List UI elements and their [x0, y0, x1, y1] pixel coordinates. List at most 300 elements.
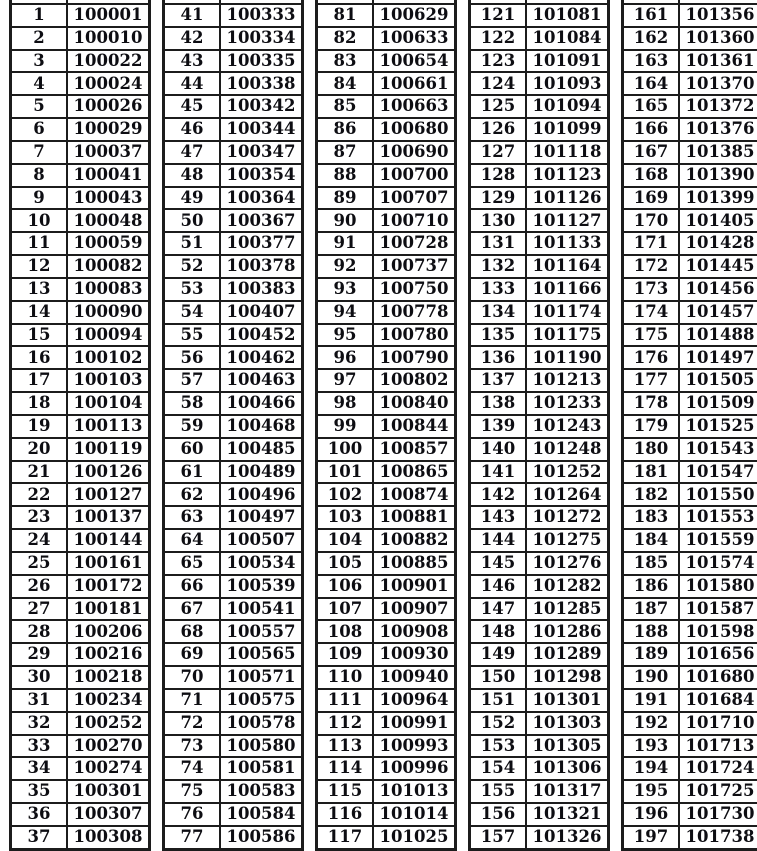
- serial-cell: 173: [623, 278, 679, 301]
- roll-cell: 101405: [679, 209, 757, 232]
- roll-cell: 100497: [220, 506, 302, 529]
- serial-cell: 184: [623, 529, 679, 552]
- roll-cell: 100206: [67, 620, 149, 643]
- roll-cell: 100844: [373, 415, 455, 438]
- roll-cell: 100059: [67, 232, 149, 255]
- roll-cell: 101286: [526, 620, 608, 643]
- roll-cell: 100301: [67, 780, 149, 803]
- serial-cell: 154: [470, 757, 526, 780]
- roll-cell: 100113: [67, 415, 149, 438]
- serial-cell: 122: [470, 27, 526, 50]
- serial-cell: 114: [317, 757, 373, 780]
- serial-cell: 45: [164, 95, 220, 118]
- roll-cell: 100334: [220, 27, 302, 50]
- roll-cell: 100993: [373, 735, 455, 758]
- serial-cell: 67: [164, 598, 220, 621]
- serial-cell: 49: [164, 187, 220, 210]
- serial-cell: 175: [623, 324, 679, 347]
- roll-cell: 101356: [679, 4, 757, 27]
- roll-cell: 100126: [67, 461, 149, 484]
- serial-cell: 6: [11, 118, 67, 141]
- roll-cell: 101175: [526, 324, 608, 347]
- roll-cell: 100571: [220, 666, 302, 689]
- serial-cell: 130: [470, 209, 526, 232]
- roll-cell: 100216: [67, 643, 149, 666]
- roll-cell: 100496: [220, 483, 302, 506]
- roll-cell: 101213: [526, 369, 608, 392]
- serial-cell: 19: [11, 415, 67, 438]
- serial-cell: 16: [11, 346, 67, 369]
- serial-cell: 102: [317, 483, 373, 506]
- serial-cell: 97: [317, 369, 373, 392]
- roll-cell: 100584: [220, 803, 302, 826]
- serial-cell: 61: [164, 461, 220, 484]
- serial-cell: 50: [164, 209, 220, 232]
- serial-cell: 139: [470, 415, 526, 438]
- serial-cell: 14: [11, 301, 67, 324]
- serial-cell: 126: [470, 118, 526, 141]
- roll-cell: 100991: [373, 712, 455, 735]
- serial-cell: 65: [164, 552, 220, 575]
- roll-cell: 101094: [526, 95, 608, 118]
- serial-cell: 100: [317, 438, 373, 461]
- roll-cell: 101559: [679, 529, 757, 552]
- serial-cell: 145: [470, 552, 526, 575]
- serial-cell: 135: [470, 324, 526, 347]
- roll-cell: 101306: [526, 757, 608, 780]
- serial-cell: 177: [623, 369, 679, 392]
- roll-cell: 100728: [373, 232, 455, 255]
- roll-cell: 101276: [526, 552, 608, 575]
- serial-cell: 22: [11, 483, 67, 506]
- serial-cell: 149: [470, 643, 526, 666]
- serial-cell: 148: [470, 620, 526, 643]
- serial-cell: 146: [470, 575, 526, 598]
- roll-cell: 100354: [220, 164, 302, 187]
- serial-cell: 46: [164, 118, 220, 141]
- roll-cell: 101248: [526, 438, 608, 461]
- serial-cell: 137: [470, 369, 526, 392]
- serial-cell: 109: [317, 643, 373, 666]
- roll-cell: 100908: [373, 620, 455, 643]
- serial-cell: 116: [317, 803, 373, 826]
- roll-cell: 100507: [220, 529, 302, 552]
- serial-cell: 156: [470, 803, 526, 826]
- roll-cell: 100024: [67, 72, 149, 95]
- serial-cell: 23: [11, 506, 67, 529]
- roll-cell: 100865: [373, 461, 455, 484]
- serial-cell: 66: [164, 575, 220, 598]
- roll-cell: 100629: [373, 4, 455, 27]
- serial-cell: 106: [317, 575, 373, 598]
- roll-cell: 101275: [526, 529, 608, 552]
- serial-cell: 10: [11, 209, 67, 232]
- roll-cell: 101488: [679, 324, 757, 347]
- serial-cell: 134: [470, 301, 526, 324]
- roll-cell: 101370: [679, 72, 757, 95]
- serial-cell: 104: [317, 529, 373, 552]
- roll-cell: 101390: [679, 164, 757, 187]
- serial-cell: 101: [317, 461, 373, 484]
- roll-cell: 100274: [67, 757, 149, 780]
- serial-cell: 89: [317, 187, 373, 210]
- roll-cell: 100541: [220, 598, 302, 621]
- roll-cell: 100778: [373, 301, 455, 324]
- roll-cell: 100037: [67, 141, 149, 164]
- roll-cell: 100882: [373, 529, 455, 552]
- roll-cell: 101680: [679, 666, 757, 689]
- roll-cell: 100539: [220, 575, 302, 598]
- roll-cell: 101126: [526, 187, 608, 210]
- serial-cell: 85: [317, 95, 373, 118]
- roll-cell: 100010: [67, 27, 149, 50]
- roll-cell: 101574: [679, 552, 757, 575]
- serial-cell: 181: [623, 461, 679, 484]
- roll-cell: 100840: [373, 392, 455, 415]
- roll-cell: 100378: [220, 255, 302, 278]
- roll-cell: 100964: [373, 689, 455, 712]
- roll-cell: 101543: [679, 438, 757, 461]
- roll-cell: 100874: [373, 483, 455, 506]
- roll-cell: 100218: [67, 666, 149, 689]
- serial-cell: 183: [623, 506, 679, 529]
- serial-cell: 143: [470, 506, 526, 529]
- roll-cell: 101361: [679, 50, 757, 73]
- roll-cell: 101084: [526, 27, 608, 50]
- serial-cell: 35: [11, 780, 67, 803]
- serial-cell: 58: [164, 392, 220, 415]
- roll-cell: 101298: [526, 666, 608, 689]
- roll-cell: 100780: [373, 324, 455, 347]
- serial-cell: 62: [164, 483, 220, 506]
- serial-cell: 196: [623, 803, 679, 826]
- roll-cell: 100172: [67, 575, 149, 598]
- roll-cell: 100466: [220, 392, 302, 415]
- roll-cell: 101730: [679, 803, 757, 826]
- roll-cell: 100737: [373, 255, 455, 278]
- roll-cell: 100690: [373, 141, 455, 164]
- roll-cell: 100901: [373, 575, 455, 598]
- serial-cell: 166: [623, 118, 679, 141]
- serial-cell: 110: [317, 666, 373, 689]
- roll-cell: 100161: [67, 552, 149, 575]
- roll-cell: 100137: [67, 506, 149, 529]
- serial-cell: 96: [317, 346, 373, 369]
- roll-cell: 101289: [526, 643, 608, 666]
- roll-cell: 100885: [373, 552, 455, 575]
- serial-cell: 75: [164, 780, 220, 803]
- roll-cell: 100407: [220, 301, 302, 324]
- serial-cell: 186: [623, 575, 679, 598]
- serial-cell: 54: [164, 301, 220, 324]
- roll-cell: 101133: [526, 232, 608, 255]
- roll-cell: 100026: [67, 95, 149, 118]
- serial-cell: 55: [164, 324, 220, 347]
- roll-cell: 101282: [526, 575, 608, 598]
- serial-cell: 125: [470, 95, 526, 118]
- serial-cell: 117: [317, 826, 373, 849]
- serial-cell: 56: [164, 346, 220, 369]
- roll-cell: 100102: [67, 346, 149, 369]
- roll-cell: 100308: [67, 826, 149, 849]
- roll-cell: 100633: [373, 27, 455, 50]
- roll-cell: 100663: [373, 95, 455, 118]
- serial-cell: 3: [11, 50, 67, 73]
- roll-cell: 100029: [67, 118, 149, 141]
- serial-cell: 5: [11, 95, 67, 118]
- serial-cell: 36: [11, 803, 67, 826]
- roll-cell: 101553: [679, 506, 757, 529]
- serial-cell: 112: [317, 712, 373, 735]
- serial-cell: 43: [164, 50, 220, 73]
- roll-cell: 101326: [526, 826, 608, 849]
- roll-cell: 100383: [220, 278, 302, 301]
- serial-cell: 195: [623, 780, 679, 803]
- serial-cell: 74: [164, 757, 220, 780]
- serial-cell: 170: [623, 209, 679, 232]
- roll-cell: 101099: [526, 118, 608, 141]
- serial-cell: 68: [164, 620, 220, 643]
- roll-cell: 100333: [220, 4, 302, 27]
- roll-cell: 100094: [67, 324, 149, 347]
- roll-cell: 100581: [220, 757, 302, 780]
- roll-cell: 101547: [679, 461, 757, 484]
- roll-cell: 100335: [220, 50, 302, 73]
- roll-cell: 100181: [67, 598, 149, 621]
- serial-cell: 165: [623, 95, 679, 118]
- serial-cell: 51: [164, 232, 220, 255]
- roll-cell: 100234: [67, 689, 149, 712]
- roll-cell: 100377: [220, 232, 302, 255]
- serial-cell: 9: [11, 187, 67, 210]
- serial-cell: 150: [470, 666, 526, 689]
- serial-cell: 171: [623, 232, 679, 255]
- roll-cell: 101372: [679, 95, 757, 118]
- serial-cell: 81: [317, 4, 373, 27]
- serial-cell: 24: [11, 529, 67, 552]
- roll-cell: 100940: [373, 666, 455, 689]
- serial-cell: 178: [623, 392, 679, 415]
- roll-cell: 100661: [373, 72, 455, 95]
- roll-cell: 100104: [67, 392, 149, 415]
- roll-cell: 100462: [220, 346, 302, 369]
- serial-cell: 52: [164, 255, 220, 278]
- serial-cell: 99: [317, 415, 373, 438]
- roll-cell: 100654: [373, 50, 455, 73]
- serial-cell: 147: [470, 598, 526, 621]
- roll-table-5: [621, 0, 757, 851]
- serial-cell: 76: [164, 803, 220, 826]
- roll-cell: 101301: [526, 689, 608, 712]
- roll-cell: 100252: [67, 712, 149, 735]
- serial-cell: 123: [470, 50, 526, 73]
- serial-cell: 127: [470, 141, 526, 164]
- serial-cell: 1: [11, 4, 67, 27]
- roll-cell: 101123: [526, 164, 608, 187]
- roll-cell: 100043: [67, 187, 149, 210]
- roll-cell: 101272: [526, 506, 608, 529]
- serial-cell: 111: [317, 689, 373, 712]
- serial-cell: 27: [11, 598, 67, 621]
- serial-cell: 167: [623, 141, 679, 164]
- serial-cell: 2: [11, 27, 67, 50]
- roll-cell: 101164: [526, 255, 608, 278]
- serial-cell: 70: [164, 666, 220, 689]
- serial-cell: 29: [11, 643, 67, 666]
- roll-cell: 100680: [373, 118, 455, 141]
- serial-cell: 190: [623, 666, 679, 689]
- roll-cell: 101360: [679, 27, 757, 50]
- roll-cell: 101724: [679, 757, 757, 780]
- roll-cell: 100048: [67, 209, 149, 232]
- serial-cell: 141: [470, 461, 526, 484]
- roll-cell: 100857: [373, 438, 455, 461]
- serial-cell: 91: [317, 232, 373, 255]
- serial-cell: 84: [317, 72, 373, 95]
- serial-cell: 98: [317, 392, 373, 415]
- serial-cell: 193: [623, 735, 679, 758]
- serial-cell: 47: [164, 141, 220, 164]
- roll-cell: 100583: [220, 780, 302, 803]
- roll-cell: 101684: [679, 689, 757, 712]
- serial-cell: 187: [623, 598, 679, 621]
- serial-cell: 192: [623, 712, 679, 735]
- roll-cell: 100347: [220, 141, 302, 164]
- serial-cell: 59: [164, 415, 220, 438]
- roll-cell: 101014: [373, 803, 455, 826]
- serial-cell: 128: [470, 164, 526, 187]
- roll-table-1: [9, 0, 151, 851]
- roll-cell: 100083: [67, 278, 149, 301]
- roll-cell: 100344: [220, 118, 302, 141]
- roll-cell: 100307: [67, 803, 149, 826]
- serial-cell: 108: [317, 620, 373, 643]
- roll-cell: 100463: [220, 369, 302, 392]
- roll-cell: 101233: [526, 392, 608, 415]
- roll-cell: 101127: [526, 209, 608, 232]
- roll-cell: 100364: [220, 187, 302, 210]
- serial-cell: 169: [623, 187, 679, 210]
- roll-cell: 101509: [679, 392, 757, 415]
- serial-cell: 31: [11, 689, 67, 712]
- serial-cell: 72: [164, 712, 220, 735]
- roll-cell: 100270: [67, 735, 149, 758]
- roll-cell: 100041: [67, 164, 149, 187]
- serial-cell: 182: [623, 483, 679, 506]
- roll-cell: 100338: [220, 72, 302, 95]
- serial-cell: 95: [317, 324, 373, 347]
- serial-cell: 142: [470, 483, 526, 506]
- serial-cell: 138: [470, 392, 526, 415]
- roll-cell: 101428: [679, 232, 757, 255]
- serial-cell: 152: [470, 712, 526, 735]
- serial-cell: 179: [623, 415, 679, 438]
- serial-cell: 144: [470, 529, 526, 552]
- roll-cell: 100090: [67, 301, 149, 324]
- serial-cell: 37: [11, 826, 67, 849]
- roll-cell: 101457: [679, 301, 757, 324]
- serial-cell: 180: [623, 438, 679, 461]
- serial-cell: 73: [164, 735, 220, 758]
- roll-cell: 101710: [679, 712, 757, 735]
- serial-cell: 83: [317, 50, 373, 73]
- serial-cell: 113: [317, 735, 373, 758]
- serial-cell: 4: [11, 72, 67, 95]
- serial-cell: 188: [623, 620, 679, 643]
- serial-cell: 8: [11, 164, 67, 187]
- serial-cell: 7: [11, 141, 67, 164]
- serial-cell: 124: [470, 72, 526, 95]
- serial-cell: 157: [470, 826, 526, 849]
- serial-cell: 33: [11, 735, 67, 758]
- roll-cell: 100022: [67, 50, 149, 73]
- serial-cell: 103: [317, 506, 373, 529]
- serial-cell: 18: [11, 392, 67, 415]
- roll-cell: 100578: [220, 712, 302, 735]
- roll-cell: 101376: [679, 118, 757, 141]
- serial-cell: 94: [317, 301, 373, 324]
- roll-cell: 101174: [526, 301, 608, 324]
- roll-cell: 100996: [373, 757, 455, 780]
- roll-cell: 101580: [679, 575, 757, 598]
- roll-cell: 100468: [220, 415, 302, 438]
- roll-cell: 101303: [526, 712, 608, 735]
- serial-cell: 105: [317, 552, 373, 575]
- roll-cell: 101497: [679, 346, 757, 369]
- serial-cell: 153: [470, 735, 526, 758]
- roll-cell: 100750: [373, 278, 455, 301]
- roll-cell: 101385: [679, 141, 757, 164]
- serial-cell: 161: [623, 4, 679, 27]
- roll-cell: 101264: [526, 483, 608, 506]
- roll-cell: 101738: [679, 826, 757, 849]
- roll-cell: 100700: [373, 164, 455, 187]
- serial-cell: 64: [164, 529, 220, 552]
- roll-cell: 100930: [373, 643, 455, 666]
- roll-cell: 100575: [220, 689, 302, 712]
- serial-cell: 189: [623, 643, 679, 666]
- serial-cell: 133: [470, 278, 526, 301]
- serial-cell: 34: [11, 757, 67, 780]
- serial-cell: 131: [470, 232, 526, 255]
- serial-cell: 15: [11, 324, 67, 347]
- roll-cell: 101243: [526, 415, 608, 438]
- serial-cell: 82: [317, 27, 373, 50]
- roll-cell: 101445: [679, 255, 757, 278]
- serial-cell: 25: [11, 552, 67, 575]
- serial-cell: 71: [164, 689, 220, 712]
- roll-cell: 101081: [526, 4, 608, 27]
- serial-cell: 13: [11, 278, 67, 301]
- roll-cell: 100485: [220, 438, 302, 461]
- roll-cell: 101025: [373, 826, 455, 849]
- roll-cell: 101305: [526, 735, 608, 758]
- roll-cell: 101166: [526, 278, 608, 301]
- serial-cell: 140: [470, 438, 526, 461]
- roll-cell: 100557: [220, 620, 302, 643]
- roll-cell: 101321: [526, 803, 608, 826]
- roll-table-3: [315, 0, 457, 851]
- roll-cell: 100565: [220, 643, 302, 666]
- serial-cell: 92: [317, 255, 373, 278]
- roll-cell: 101252: [526, 461, 608, 484]
- serial-cell: 69: [164, 643, 220, 666]
- serial-cell: 191: [623, 689, 679, 712]
- serial-cell: 136: [470, 346, 526, 369]
- roll-cell: 100802: [373, 369, 455, 392]
- roll-cell: 101656: [679, 643, 757, 666]
- serial-cell: 20: [11, 438, 67, 461]
